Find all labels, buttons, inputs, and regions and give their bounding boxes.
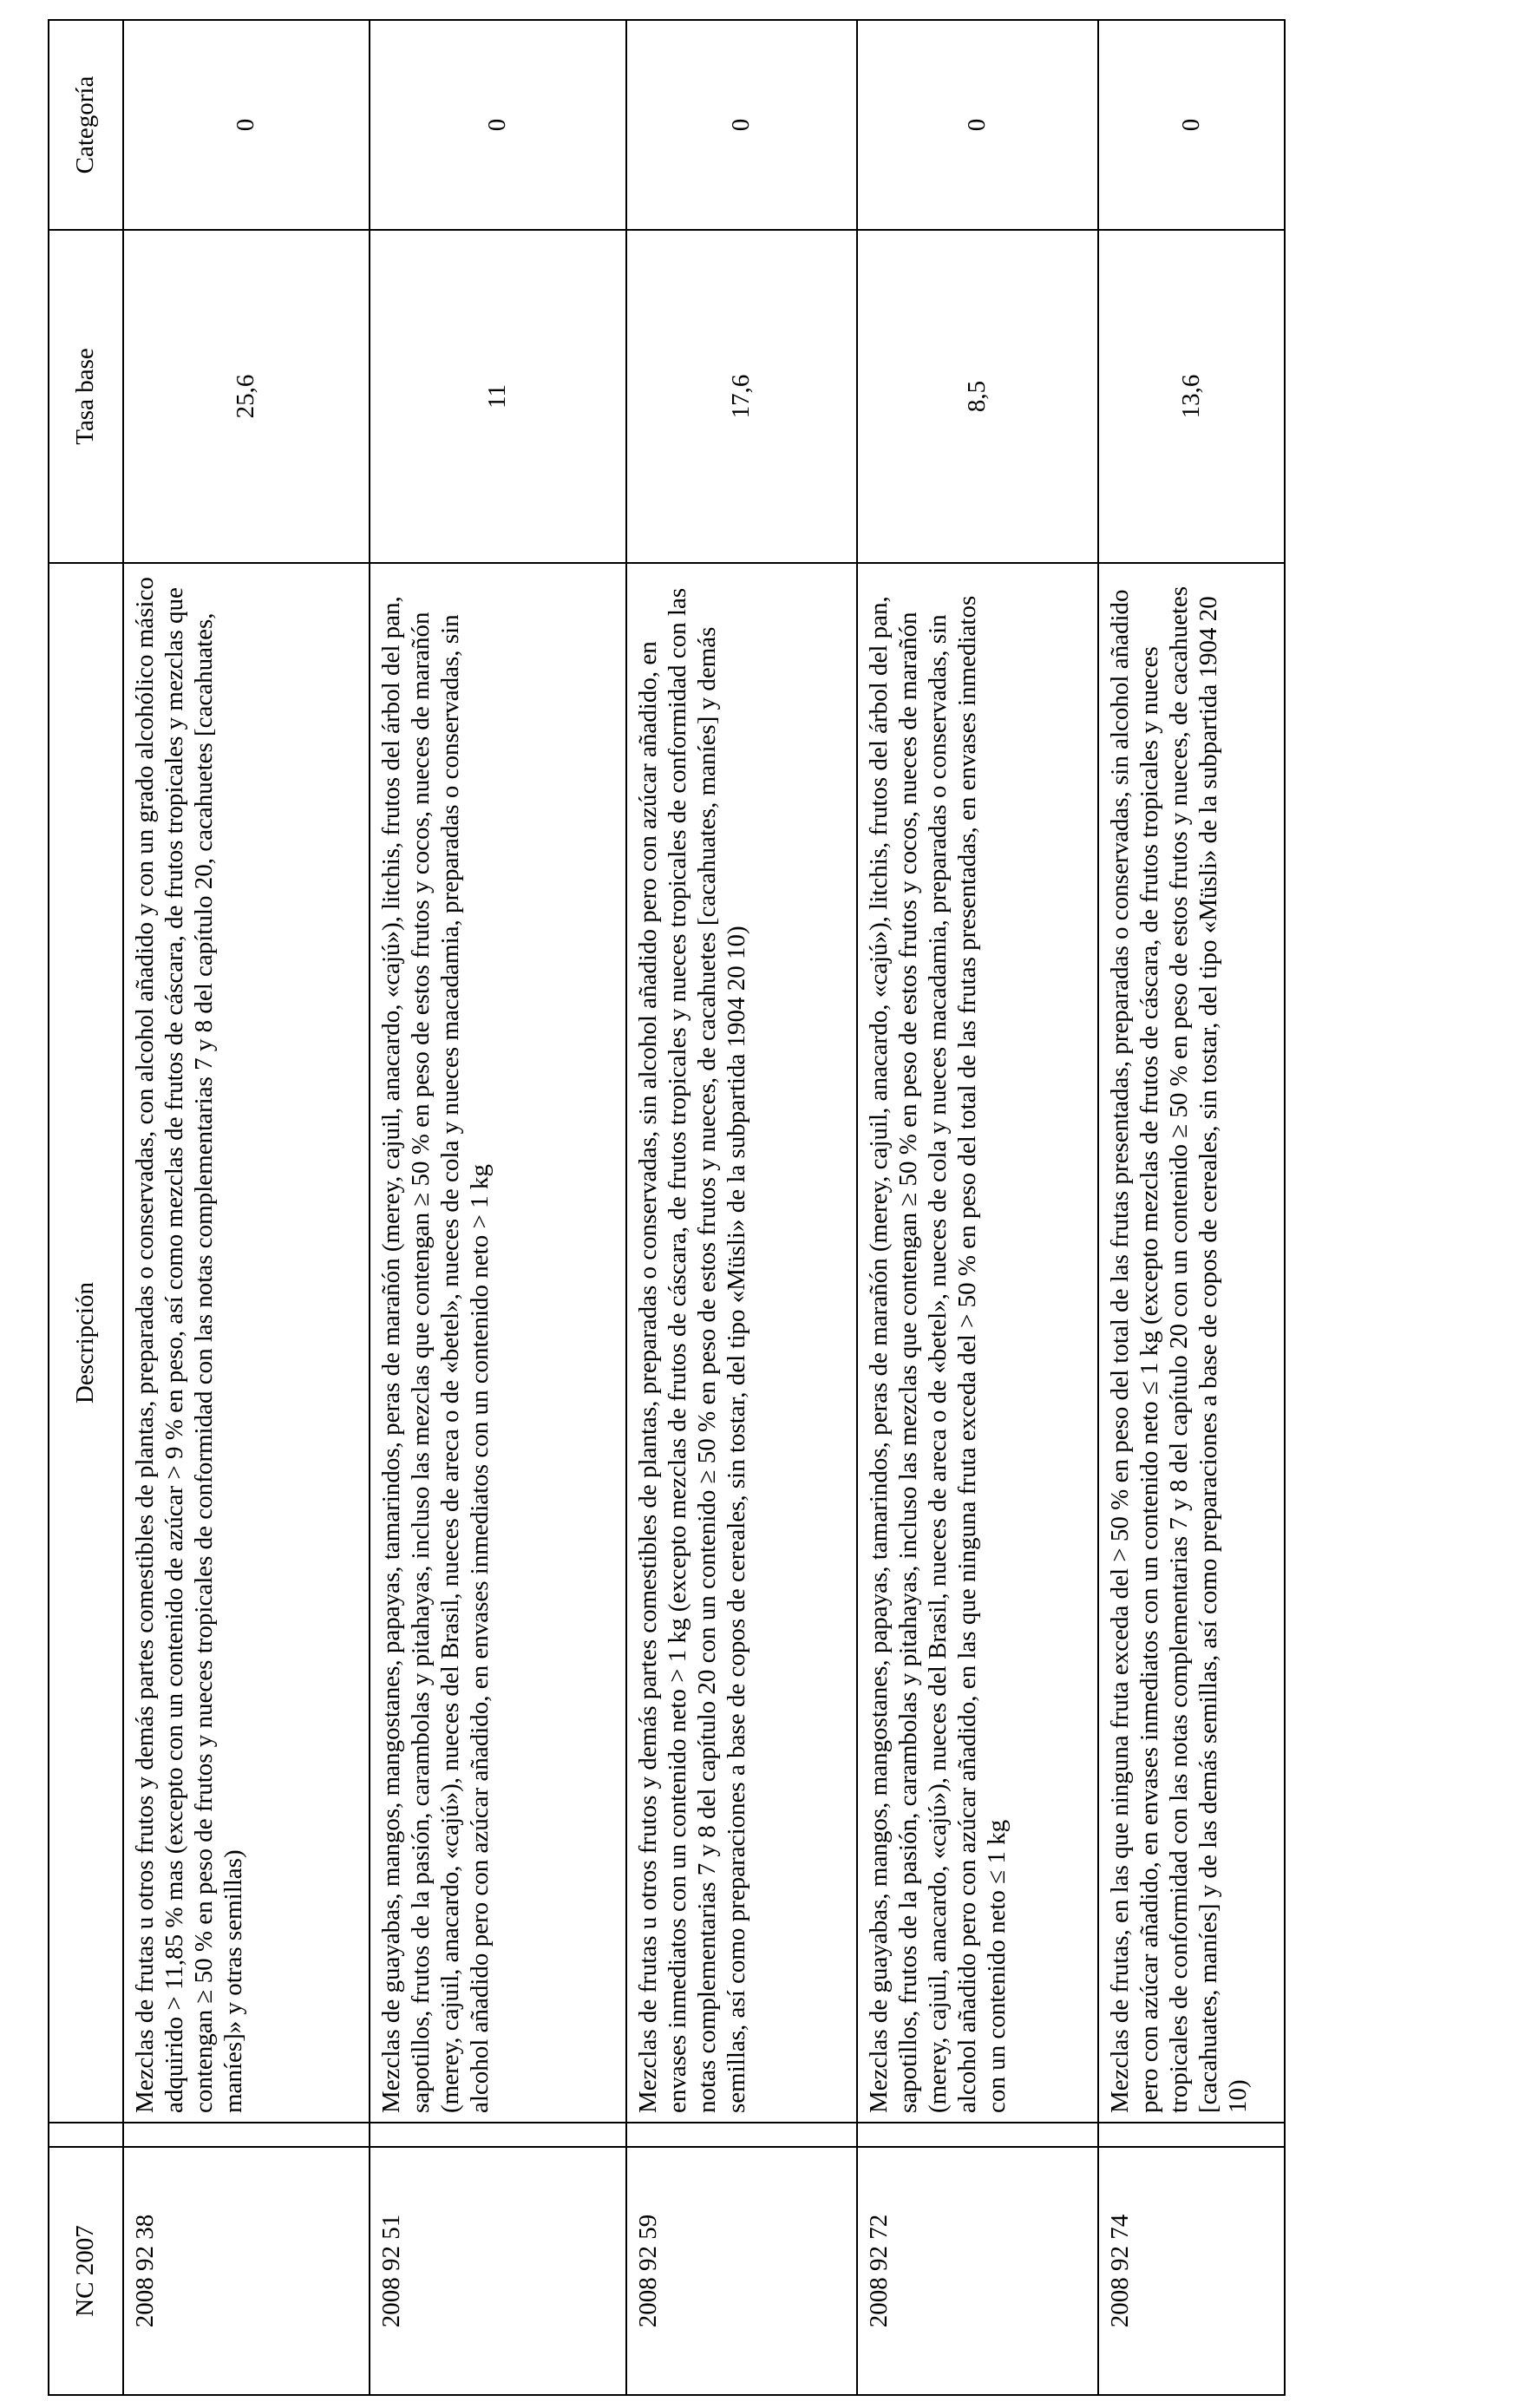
cell-tasa-base: 17,6 (626, 230, 857, 563)
header-tasa-base: Tasa base (49, 230, 123, 563)
cell-gap (626, 2123, 857, 2147)
header-description: Descripción (49, 563, 123, 2123)
cell-description: Mezclas de frutas u otros frutos y demás partes comestibles de plantas, preparadas o conservadas, sin alcohol añadido pero con azúcar añadido, en envases inmediatos con un contenido neto > 1 kg (excepto mezclas de frutos de cáscara, de frutos tropicales y nueces tropicales de conformidad con las notas complementarias 7 y 8 del capítulo 20 con un contenido ≥ 50 % en peso de estos frutos y nueces, de cacahuetes [cacahuates, maníes] y demás semillas, así como preparaciones a base de copos de cereales, sin tostar, del tipo «Müsli» de la subpartida 1904 20 10) (626, 563, 857, 2123)
table-row (626, 20, 857, 2395)
cell-categoria: 0 (626, 20, 857, 230)
cell-categoria: 0 (123, 20, 370, 230)
cell-nc: 2008 92 59 (626, 2147, 857, 2395)
cell-nc: 2008 92 72 (857, 2147, 1098, 2395)
cell-tasa-base: 8,5 (857, 230, 1098, 563)
header-row (49, 20, 123, 2395)
header-categoria: Categoría (49, 20, 123, 230)
cell-categoria: 0 (1098, 20, 1285, 230)
cell-gap (857, 2123, 1098, 2147)
cell-categoria: 0 (370, 20, 626, 230)
table-row (123, 20, 370, 2395)
cell-gap (1098, 2123, 1285, 2147)
table-row (370, 20, 626, 2395)
rotated-page (48, 21, 1284, 2396)
cell-nc: 2008 92 74 (1098, 2147, 1285, 2395)
cell-description: Mezclas de guayabas, mangos, mangostanes, papayas, tamarindos, peras de marañón (merey, cajuil, anacardo, «cajú»), litchis, frutos del árbol del pan, sapotillos, frutos de la pasión, carambolas y pitahayas, incluso las mezclas que contengan ≥ 50 % en peso de estos frutos y cocos, nueces de marañón (merey, cajuil, anacardo, «cajú»), nueces del Brasil, nueces de areca o de «betel», nueces de cola y nueces macadamia, preparadas o conservadas, sin alcohol añadido pero con azúcar añadido, en las que ninguna fruta exceda del > 50 % en peso del total de las frutas presentadas, en envases inmediatos con un contenido neto ≤ 1 kg (857, 563, 1098, 2123)
cell-description: Mezclas de guayabas, mangos, mangostanes, papayas, tamarindos, peras de marañón (merey, cajuil, anacardo, «cajú»), litchis, frutos del árbol del pan, sapotillos, frutos de la pasión, carambolas y pitahayas, incluso las mezclas que contengan ≥ 50 % en peso de estos frutos y cocos, nueces de marañón (merey, cajuil, anacardo, «cajú»), nueces del Brasil, nueces de areca o de «betel», nueces de cola y nueces macadamia, preparadas o conservadas, sin alcohol añadido pero con azúcar añadido, en envases inmediatos con un contenido neto > 1 kg (370, 563, 626, 2123)
cell-categoria: 0 (857, 20, 1098, 230)
cell-gap (123, 2123, 370, 2147)
cell-nc: 2008 92 51 (370, 2147, 626, 2395)
table-row (1098, 20, 1285, 2395)
table-row (857, 20, 1098, 2395)
header-nc: NC 2007 (49, 2147, 123, 2395)
cell-gap (370, 2123, 626, 2147)
cell-description: Mezclas de frutas u otros frutos y demás partes comestibles de plantas, preparadas o conservadas, con alcohol añadido y con un grado alcohólico másico adquirido > 11,85 % mas (excepto con un contenido de azúcar > 9 % en peso, así como mezclas de frutos de cáscara, de frutos tropicales y mezclas que contengan ≥ 50 % en peso de frutos y nueces tropicales de conformidad con las notas complementarias 7 y 8 del capítulo 20, cacahuetes [cacahuates, maníes]» y otras semillas) (123, 563, 370, 2123)
cell-tasa-base: 11 (370, 230, 626, 563)
cell-nc: 2008 92 38 (123, 2147, 370, 2395)
tariff-table (48, 19, 1286, 2396)
cell-tasa-base: 25,6 (123, 230, 370, 563)
cell-tasa-base: 13,6 (1098, 230, 1285, 563)
header-gap (49, 2123, 123, 2147)
cell-description: Mezclas de frutas, en las que ninguna fruta exceda del > 50 % en peso del total de las frutas presentadas, preparadas o conservadas, sin alcohol añadido pero con azúcar añadido, en envases inmediatos con un contenido neto ≤ 1 kg (excepto mezclas de frutos de cáscara, de frutos tropicales y nueces tropicales de conformidad con las notas complementarias 7 y 8 del capítulo 20 con un contenido ≥ 50 % en peso de estos frutos y nueces, de cacahuetes [cacahuates, maníes] y de las demás semillas, así como preparaciones a base de copos de cereales, sin tostar, del tipo «Müsli» de la subpartida 1904 20 10) (1098, 563, 1285, 2123)
